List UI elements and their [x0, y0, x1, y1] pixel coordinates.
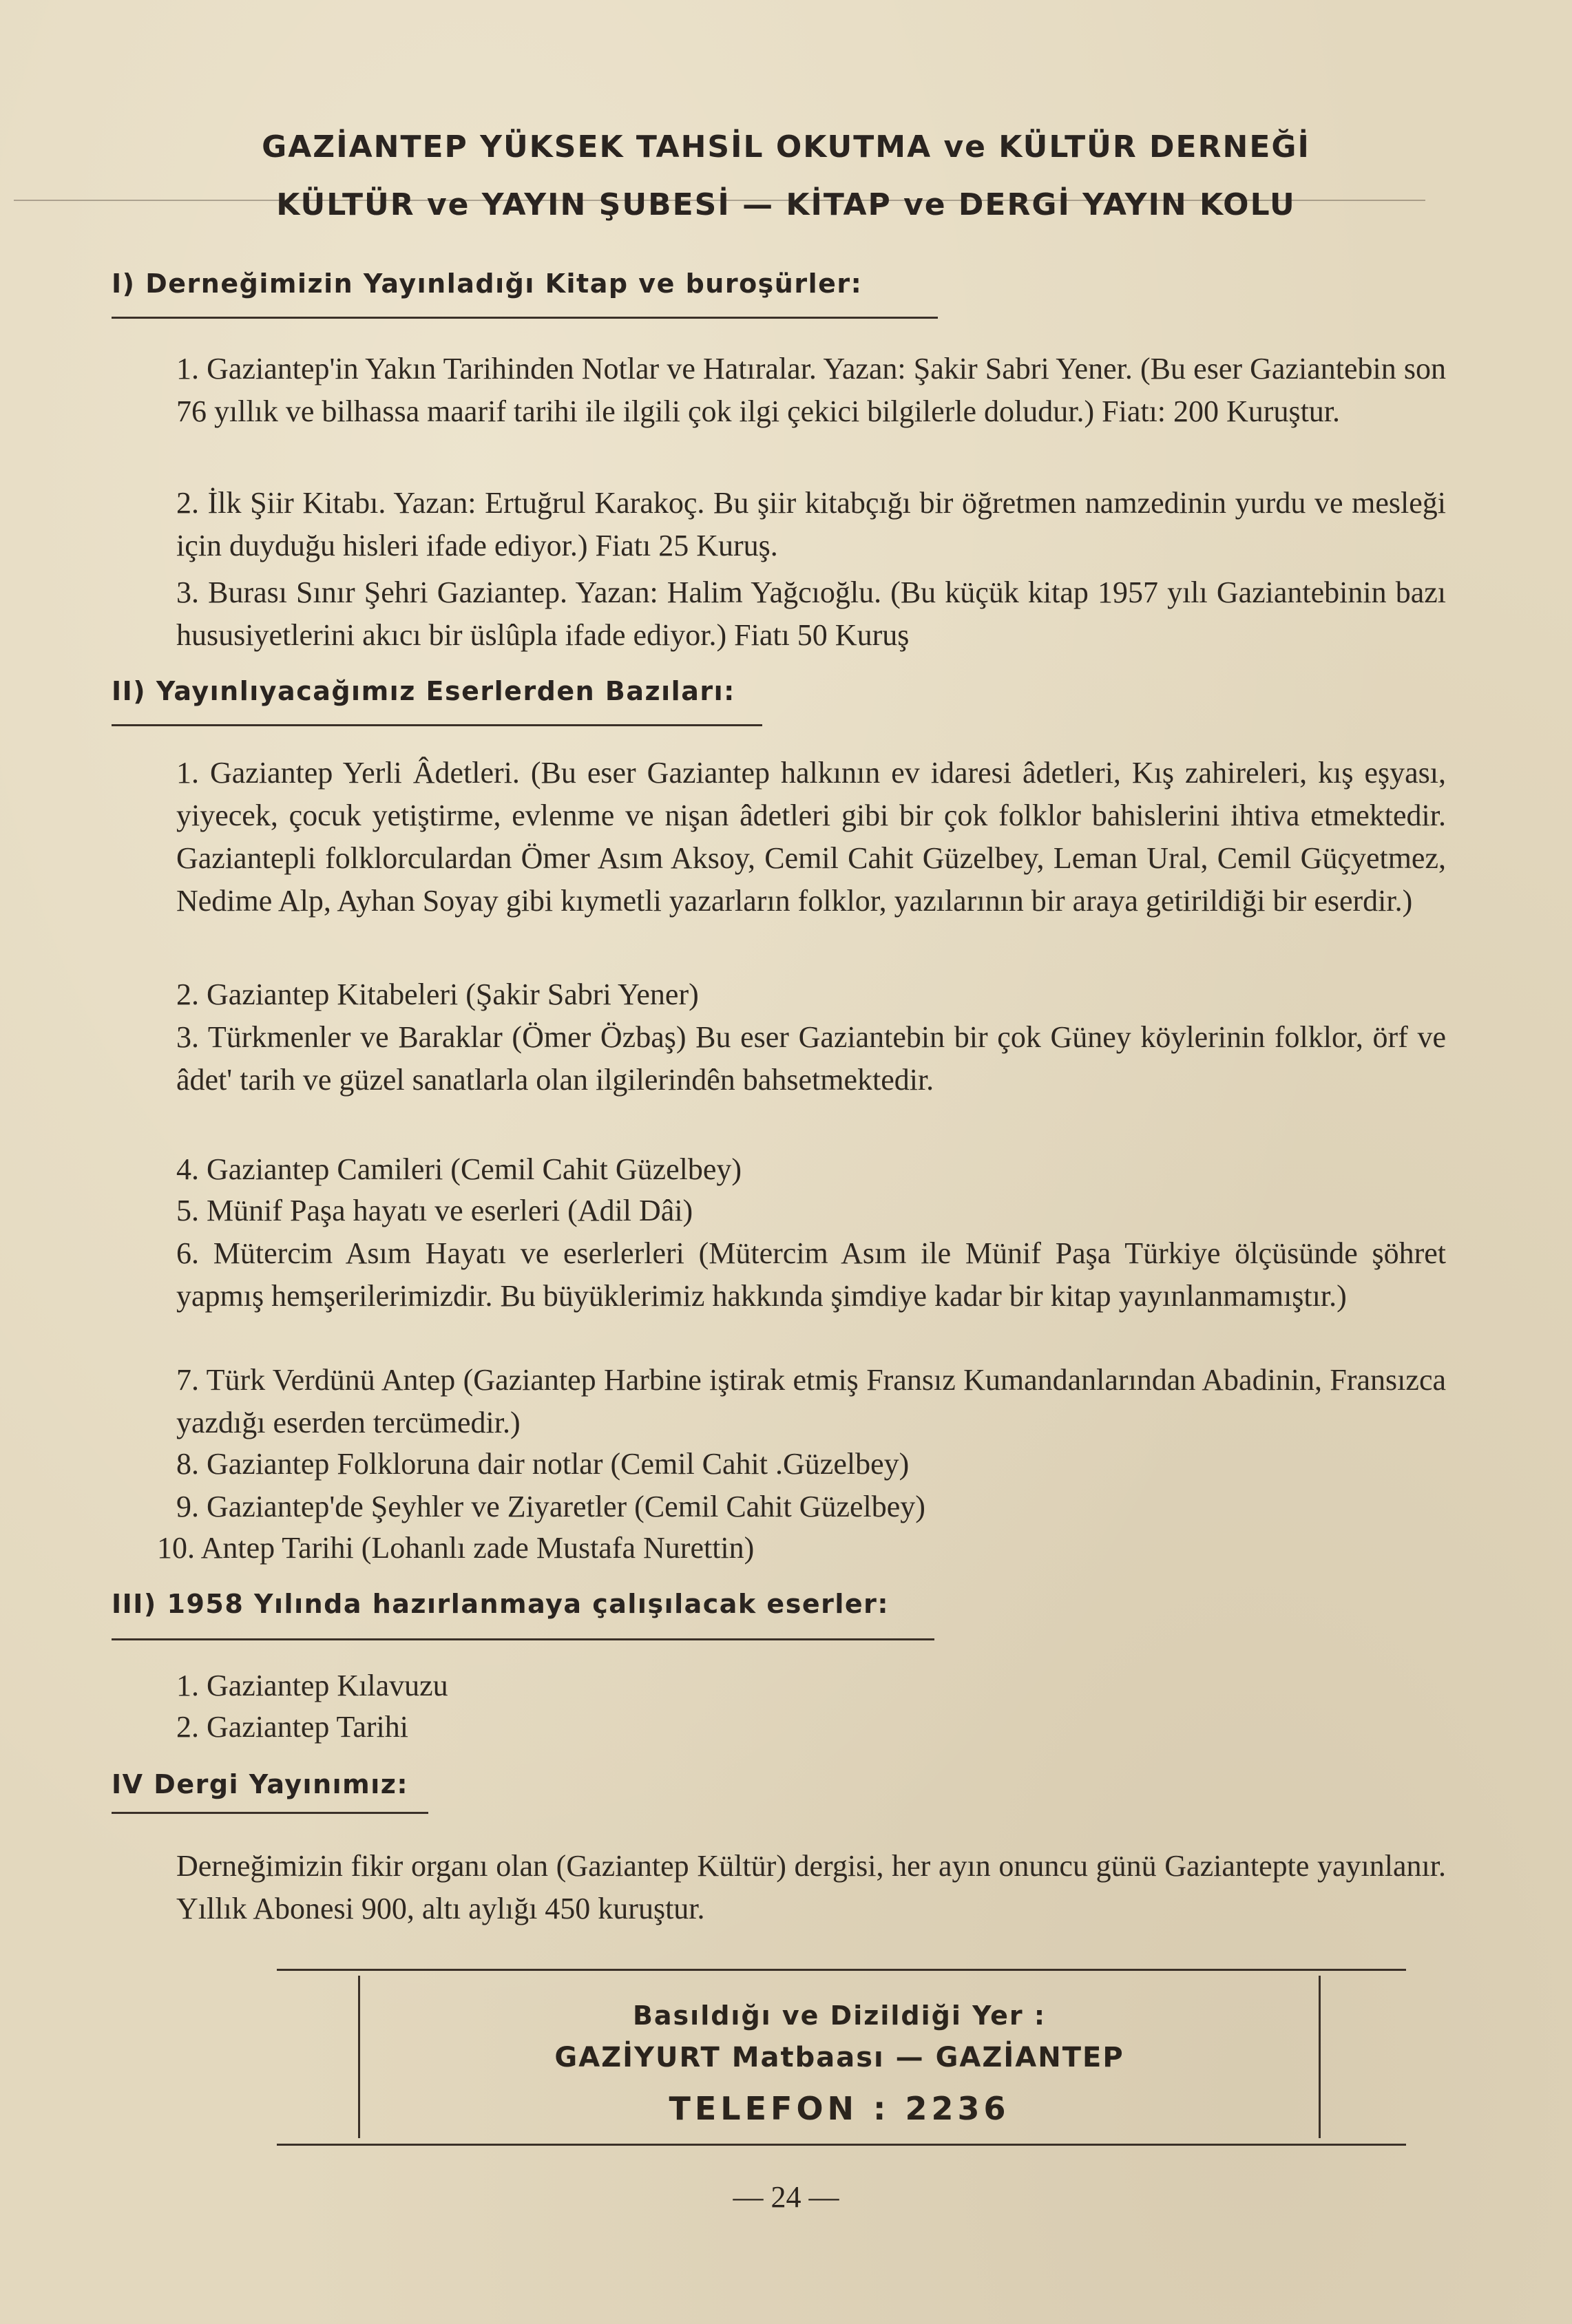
section-4-underline [112, 1812, 428, 1814]
section-3-heading: III) 1958 Yılında hazırlanmaya çalışılacak eserler: [112, 1589, 890, 1619]
printer-name: GAZİYURT Matbaası — GAZİANTEP [554, 2042, 1124, 2073]
section-4-paragraph [110, 1845, 1446, 1930]
section-3-item-1-text: 1. Gaziantep Kılavuzu [176, 1669, 448, 1702]
section-2-item-9-text: 9. Gaziantep'de Şeyhler ve Ziyaretler (Cemil Cahit Güzelbey) [176, 1490, 925, 1523]
section-2-item-2-text: 2. Gaziantep Kitabeleri (Şakir Sabri Yener) [176, 978, 699, 1011]
section-3-item-1 [110, 1665, 1446, 1707]
page-number: — 24 — [733, 2180, 839, 2214]
printer-box-right-rule [1319, 1976, 1321, 2138]
section-1-item-3-text: 3. Burası Sınır Şehri Gaziantep. Yazan: Halim Yağcıoğlu. (Bu küçük kitap 1957 yılı Gaziantebinin bazı hususiyetlerini akıcı bir üslûpla ifade ediyor.) Fiatı 50 Kuruş [176, 575, 1446, 652]
section-1-item-2-text: 2. İlk Şiir Kitabı. Yazan: Ertuğrul Karakoç. Bu şiir kitabçığı bir öğretmen namzedinin yurdu ve mesleği için duyduğu hisleri ifade ediyor.) Fiatı 25 Kuruş. [176, 486, 1446, 562]
section-2-item-2 [110, 973, 1446, 1016]
printer-label: Basıldığı ve Dizildiği Yer : [632, 2000, 1047, 2031]
section-2-underline [112, 724, 762, 726]
section-2-item-10 [110, 1527, 1446, 1570]
section-1-item-1-text: 1. Gaziantep'in Yakın Tarihinden Notlar ve Hatıralar. Yazan: Şakir Sabri Yener. (Bu eser Gaziantebin son 76 yıllık ve bilhassa maarif tarihi ile ilgili çok ilgi çekici bilgilerle doludur.) Fiatı: 200 Kuruştur. [176, 352, 1446, 428]
section-1-heading: I) Derneğimizin Yayınladığı Kitap ve buroşürler: [112, 268, 863, 299]
printer-box-bottom-rule [277, 2144, 1406, 2146]
section-4-text: Derneğimizin fikir organı olan (Gaziantep Kültür) dergisi, her ayın onuncu günü Gaziantepte yayınlanır. Yıllık Abonesi 900, altı aylığı 450 kuruştur. [176, 1849, 1446, 1925]
section-2-item-1-text: 1. Gaziantep Yerli Âdetleri. (Bu eser Gaziantep halkının ev idaresi âdetleri, Kış zahireleri, kış eşyası, yiyecek, çocuk yetiştirme, evlenme ve nişan âdetleri gibi bir çok folklor bahislerini ihtiva etmektedir. Gaziantepli folklorculardan Ömer Asım Aksoy, Cemil Cahit Güzelbey, Leman Ural, Cemil Güçyetmez, Nedime Alp, Ayhan Soyay gibi kıymetli yazarların folklor, yazılarının bir araya getirildiği bir eserdir.) [176, 756, 1446, 918]
section-2-item-9 [110, 1486, 1446, 1528]
section-1-item-1 [110, 348, 1446, 433]
section-2-item-3 [110, 1016, 1446, 1101]
section-1-item-2 [110, 482, 1446, 567]
section-2-item-8 [110, 1443, 1446, 1486]
section-2-item-6-text: 6. Mütercim Asım Hayatı ve eserlerleri (Mütercim Asım ile Münif Paşa Türkiye ölçüsünde şöhret yapmış hemşerilerimizdir. Bu büyüklerimiz hakkında şimdiye kadar bir kitap yayınlanmamıştır.) [176, 1236, 1446, 1313]
header-association-name: GAZİANTEP YÜKSEK TAHSİL OKUTMA ve KÜLTÜR DERNEĞİ [262, 129, 1310, 165]
section-1-item-3 [110, 571, 1446, 657]
section-3-underline [112, 1638, 934, 1640]
section-2-item-4 [110, 1148, 1446, 1191]
section-2-item-10-text: 10. Antep Tarihi (Lohanlı zade Mustafa Nurettin) [157, 1531, 755, 1565]
section-3-item-2 [110, 1706, 1446, 1749]
printer-box-top-rule [277, 1969, 1406, 1971]
section-2-item-4-text: 4. Gaziantep Camileri (Cemil Cahit Güzelbey) [176, 1152, 742, 1186]
section-1-underline [112, 317, 938, 319]
section-4-heading: IV Dergi Yayınımız: [112, 1769, 409, 1799]
section-2-item-7 [110, 1359, 1446, 1444]
header-branch-name [0, 187, 1572, 222]
section-2-item-5 [110, 1190, 1446, 1232]
section-2-item-6 [110, 1232, 1446, 1318]
section-2-item-5-text: 5. Münif Paşa hayatı ve eserleri (Adil Dâi) [176, 1194, 693, 1227]
section-2-heading: II) Yayınlıyacağımız Eserlerden Bazıları: [112, 676, 735, 706]
section-2-item-1 [110, 752, 1446, 922]
section-2-item-3-text: 3. Türkmenler ve Baraklar (Ömer Özbaş) Bu eser Gaziantebin bir çok Güney köylerinin folklor, örf ve âdet' tarih ve güzel sanatlarla olan ilgilerindên bahsetmektedir. [176, 1020, 1446, 1097]
section-2-item-7-text: 7. Türk Verdünü Antep (Gaziantep Harbine iştirak etmiş Fransız Kumandanlarından Abadinin, Fransızca yazdığı eserden tercümedir.) [176, 1363, 1446, 1439]
header-branch-text: KÜLTÜR ve YAYIN ŞUBESİ — KİTAP ve DERGİ YAYIN KOLU [276, 187, 1296, 222]
printer-phone: TELEFON : 2236 [669, 2090, 1010, 2127]
section-2-item-8-text: 8. Gaziantep Folkloruna dair notlar (Cemil Cahit .Güzelbey) [176, 1447, 910, 1481]
section-3-item-2-text: 2. Gaziantep Tarihi [176, 1710, 408, 1744]
